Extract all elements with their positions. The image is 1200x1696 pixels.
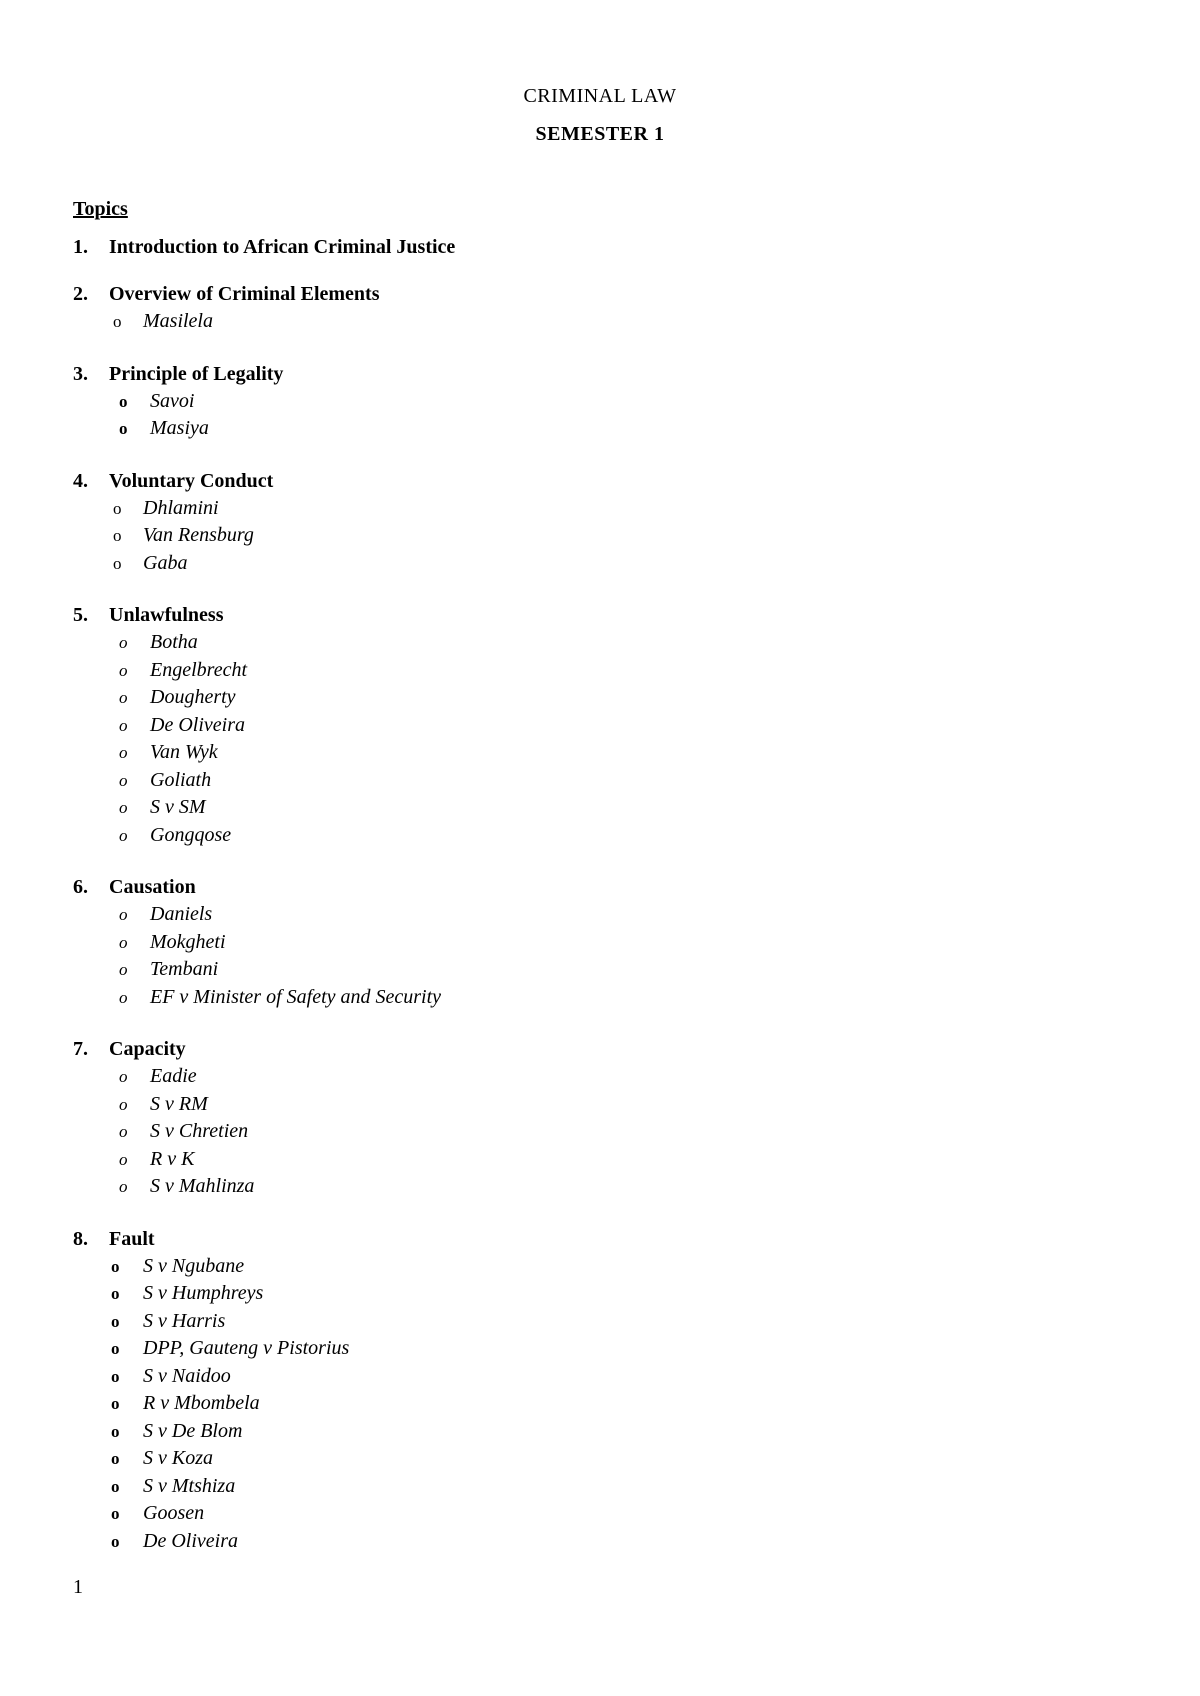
case-list-item bbox=[73, 308, 1123, 336]
document-title: CRIMINAL LAW bbox=[523, 85, 677, 107]
bullet-icon: o bbox=[111, 1284, 120, 1303]
bullet-icon: o bbox=[119, 825, 128, 845]
topic-section bbox=[73, 602, 1123, 849]
case-name: Engelbrecht bbox=[150, 658, 248, 681]
case-name: S v Humphreys bbox=[143, 1282, 264, 1304]
case-list-item bbox=[73, 550, 1123, 578]
case-name: Dougherty bbox=[150, 686, 236, 708]
case-list-item bbox=[73, 657, 1123, 685]
bullet-icon: o bbox=[119, 1149, 128, 1169]
case-list-item bbox=[73, 1091, 1123, 1119]
case-list-item bbox=[73, 984, 1123, 1012]
case-list-item bbox=[73, 767, 1123, 795]
topic-heading bbox=[73, 1226, 1123, 1253]
bullet-icon: o bbox=[119, 391, 128, 411]
topics-heading: Topics bbox=[73, 198, 128, 220]
case-list-item bbox=[73, 1500, 1123, 1528]
case-name: Botha bbox=[150, 631, 198, 653]
bullet-icon: o bbox=[111, 1504, 120, 1523]
case-name: Van Wyk bbox=[150, 741, 218, 763]
bullet-icon: o bbox=[119, 932, 128, 952]
case-list-item bbox=[73, 388, 1123, 416]
case-name: S v RM bbox=[150, 1092, 208, 1115]
topic-number: 7. bbox=[73, 1038, 88, 1060]
topic-heading bbox=[73, 874, 1123, 901]
case-list-item bbox=[73, 1418, 1123, 1446]
case-name: Masilela bbox=[143, 310, 213, 332]
topic-heading bbox=[73, 361, 1123, 388]
case-list bbox=[73, 388, 1123, 443]
bullet-icon: o bbox=[119, 743, 128, 762]
case-name: Goliath bbox=[150, 768, 212, 791]
document-subtitle: SEMESTER 1 bbox=[535, 123, 665, 145]
bullet-icon: o bbox=[111, 1256, 120, 1276]
bullet-icon: o bbox=[119, 1094, 128, 1114]
bullet-icon: o bbox=[113, 498, 122, 518]
case-list-item bbox=[73, 1173, 1123, 1201]
topic-title: Principle of Legality bbox=[109, 362, 284, 385]
case-name: R v Mbombela bbox=[143, 1392, 260, 1414]
topic-section bbox=[73, 1226, 1123, 1556]
bullet-icon: o bbox=[111, 1421, 120, 1441]
case-list-item bbox=[73, 739, 1123, 767]
bullet-icon: o bbox=[119, 1122, 128, 1141]
bullet-icon: o bbox=[111, 1531, 120, 1551]
bullet-icon: o bbox=[119, 770, 128, 790]
case-name: De Oliveira bbox=[150, 713, 245, 736]
case-name: Daniels bbox=[150, 903, 213, 925]
bullet-icon: o bbox=[111, 1339, 120, 1358]
bullet-icon: o bbox=[119, 960, 128, 979]
topic-number: 6. bbox=[73, 876, 88, 898]
bullet-icon: o bbox=[111, 1394, 120, 1413]
topic-title: Unlawfulness bbox=[109, 604, 224, 626]
bullet-icon: o bbox=[119, 715, 128, 735]
case-list-item bbox=[73, 822, 1123, 850]
case-list-item bbox=[73, 629, 1123, 657]
case-list-item bbox=[73, 1253, 1123, 1281]
bullet-icon: o bbox=[111, 1311, 120, 1331]
case-list-item bbox=[73, 522, 1123, 550]
topic-number: 3. bbox=[73, 362, 88, 385]
case-name: Tembani bbox=[150, 958, 219, 980]
bullet-icon: o bbox=[111, 1449, 120, 1468]
topics-list bbox=[73, 234, 1123, 1580]
topic-number: 2. bbox=[73, 283, 88, 305]
case-name: Savoi bbox=[150, 389, 195, 412]
case-list-item bbox=[73, 1445, 1123, 1473]
case-name: EF v Minister of Safety and Security bbox=[150, 985, 442, 1008]
bullet-icon: o bbox=[119, 660, 128, 680]
topic-section bbox=[73, 468, 1123, 578]
case-name: S v Ngubane bbox=[143, 1254, 245, 1277]
topic-number: 5. bbox=[73, 604, 88, 626]
topic-section bbox=[73, 281, 1123, 336]
case-name: Gaba bbox=[143, 551, 188, 574]
topic-heading bbox=[73, 602, 1123, 629]
case-list-item bbox=[73, 901, 1123, 929]
case-name: S v Harris bbox=[143, 1309, 226, 1332]
case-name: DPP, Gauteng v Pistorius bbox=[143, 1337, 350, 1359]
topic-title: Capacity bbox=[109, 1038, 186, 1060]
topic-heading bbox=[73, 281, 1123, 308]
case-name: Gongqose bbox=[150, 823, 232, 846]
topic-heading bbox=[73, 468, 1123, 495]
page-number: 1 bbox=[73, 1576, 83, 1598]
case-list-item bbox=[73, 1280, 1123, 1308]
topic-section bbox=[73, 361, 1123, 443]
topic-number: 4. bbox=[73, 469, 88, 492]
case-list bbox=[73, 901, 1123, 1011]
topic-number: 8. bbox=[73, 1227, 88, 1250]
case-name: Mokgheti bbox=[150, 930, 226, 953]
topic-section bbox=[73, 1036, 1123, 1201]
topic-title: Overview of Criminal Elements bbox=[109, 283, 380, 305]
case-name: De Oliveira bbox=[143, 1529, 238, 1552]
bullet-icon: o bbox=[113, 553, 122, 573]
bullet-icon: o bbox=[119, 419, 128, 438]
topic-title: Introduction to African Criminal Justice bbox=[109, 236, 456, 258]
topic-section bbox=[73, 234, 1123, 261]
case-list-item bbox=[73, 1118, 1123, 1146]
topic-number: 1. bbox=[73, 236, 88, 258]
case-name: Goosen bbox=[143, 1502, 205, 1524]
bullet-icon: o bbox=[119, 1067, 128, 1086]
case-list-item bbox=[73, 794, 1123, 822]
case-list-item bbox=[73, 1146, 1123, 1174]
bullet-icon: o bbox=[111, 1366, 120, 1386]
bullet-icon: o bbox=[119, 688, 128, 707]
bullet-icon: o bbox=[119, 905, 128, 924]
case-name: S v Chretien bbox=[150, 1120, 249, 1142]
case-name: S v Naidoo bbox=[143, 1364, 231, 1387]
topic-heading bbox=[73, 234, 1123, 261]
topic-title: Voluntary Conduct bbox=[109, 469, 274, 492]
case-list bbox=[73, 629, 1123, 849]
case-list bbox=[73, 308, 1123, 336]
case-list-item bbox=[73, 1363, 1123, 1391]
case-name: S v De Blom bbox=[143, 1419, 243, 1442]
bullet-icon: o bbox=[113, 312, 122, 331]
bullet-icon: o bbox=[119, 987, 128, 1007]
case-name: Van Rensburg bbox=[143, 524, 254, 546]
case-list-item bbox=[73, 1528, 1123, 1556]
case-list-item bbox=[73, 929, 1123, 957]
case-list-item bbox=[73, 1063, 1123, 1091]
bullet-icon: o bbox=[113, 526, 122, 545]
case-name: S v SM bbox=[150, 796, 206, 818]
case-list bbox=[73, 1253, 1123, 1556]
case-name: S v Mtshiza bbox=[143, 1474, 236, 1497]
case-list-item bbox=[73, 712, 1123, 740]
case-name: Eadie bbox=[150, 1065, 197, 1087]
case-name: R v K bbox=[150, 1147, 195, 1170]
case-name: S v Koza bbox=[143, 1447, 213, 1469]
topic-title: Causation bbox=[109, 876, 196, 898]
topic-title: Fault bbox=[109, 1227, 155, 1250]
case-list-item bbox=[73, 1473, 1123, 1501]
topic-heading bbox=[73, 1036, 1123, 1063]
case-list-item bbox=[73, 495, 1123, 523]
bullet-icon: o bbox=[111, 1476, 120, 1496]
case-list-item bbox=[73, 1390, 1123, 1418]
case-list bbox=[73, 495, 1123, 578]
bullet-icon: o bbox=[119, 798, 128, 817]
case-list-item bbox=[73, 1335, 1123, 1363]
case-list-item bbox=[73, 1308, 1123, 1336]
topic-section bbox=[73, 874, 1123, 1011]
case-list bbox=[73, 1063, 1123, 1201]
case-name: Dhlamini bbox=[143, 496, 219, 519]
bullet-icon: o bbox=[119, 1177, 128, 1196]
case-list-item bbox=[73, 956, 1123, 984]
case-name: Masiya bbox=[150, 417, 209, 439]
bullet-icon: o bbox=[119, 633, 128, 652]
case-name: S v Mahlinza bbox=[150, 1175, 255, 1197]
case-list-item bbox=[73, 415, 1123, 443]
case-list-item bbox=[73, 684, 1123, 712]
